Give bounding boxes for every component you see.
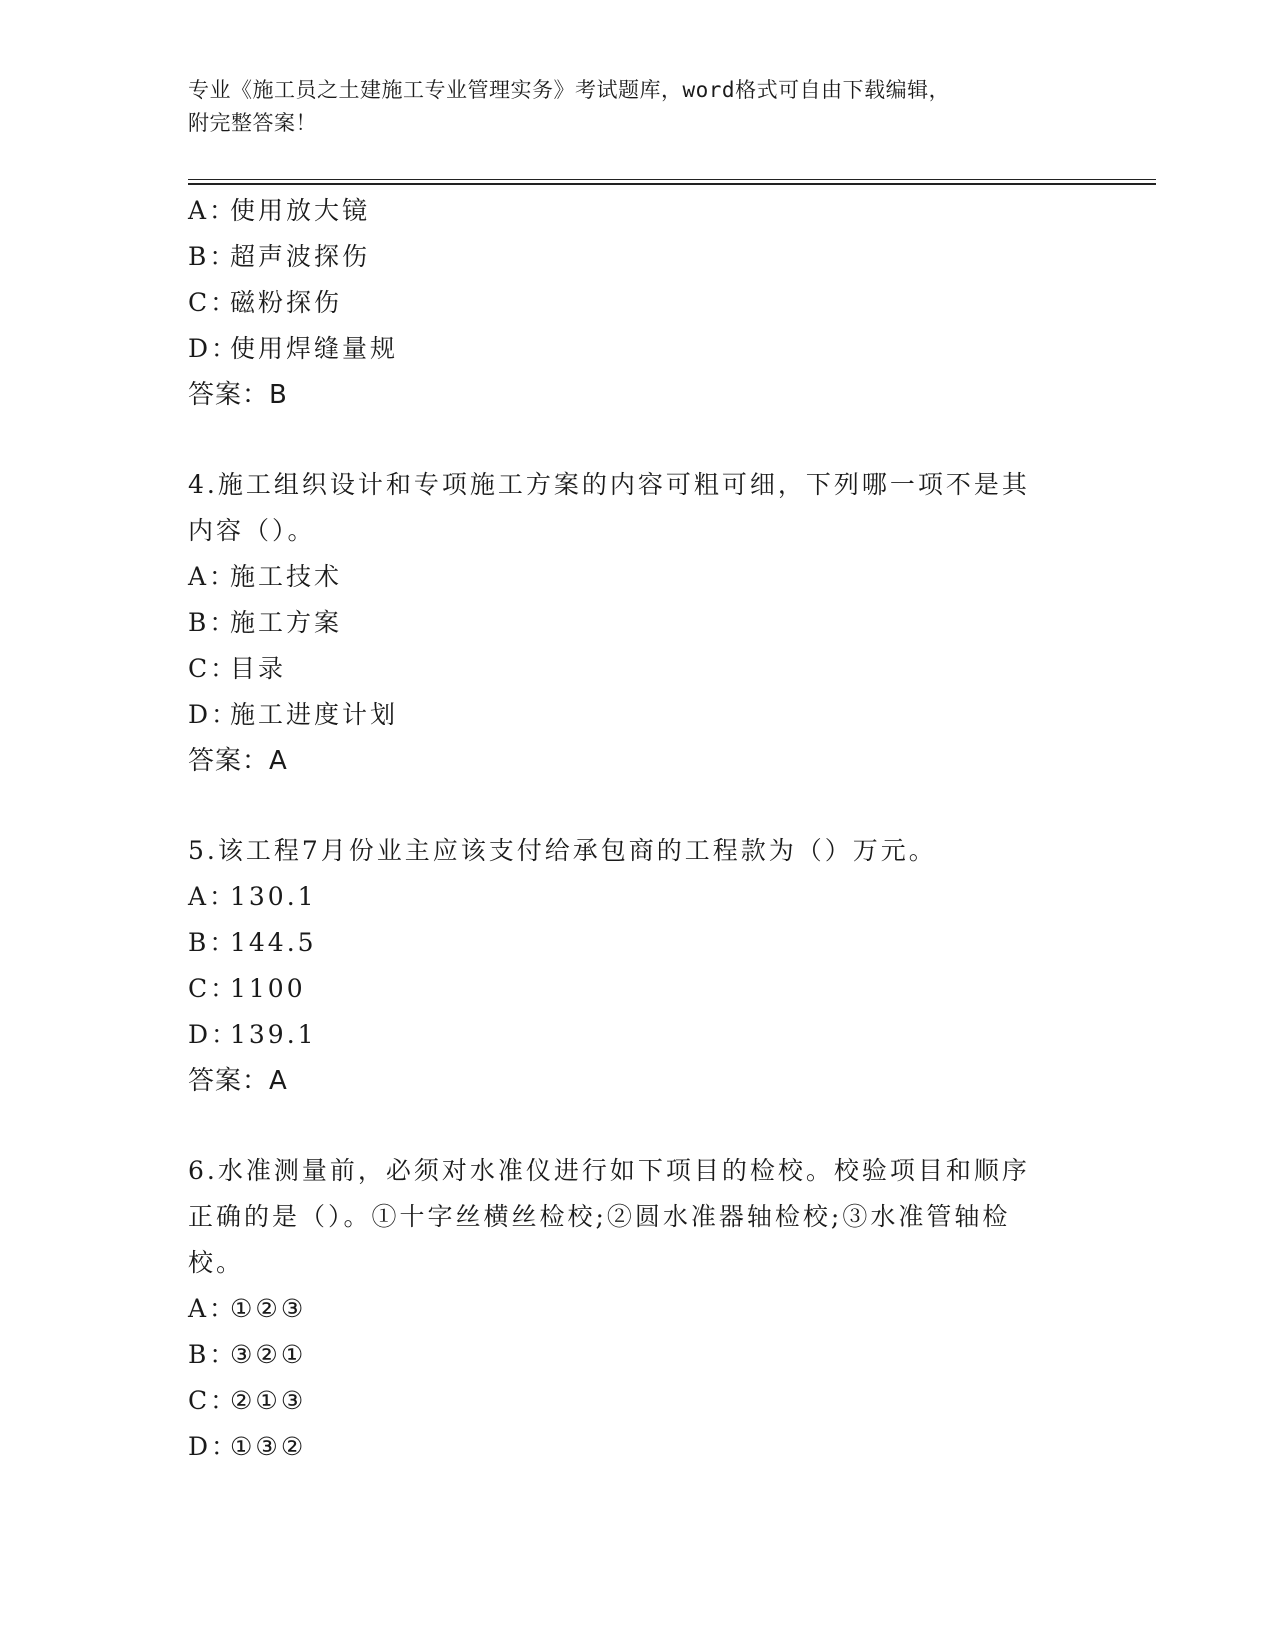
option-key: B： xyxy=(188,928,238,957)
question-3 xyxy=(188,188,1068,418)
question-stem-line: 内容（）。 xyxy=(188,516,316,545)
option-key: A： xyxy=(188,562,238,591)
option-key: D： xyxy=(188,700,240,729)
option-b xyxy=(188,1332,1068,1378)
option-a xyxy=(188,1286,1068,1332)
option-text: 目录 xyxy=(230,654,287,683)
option-c xyxy=(188,1378,1068,1424)
option-d xyxy=(188,326,1068,372)
option-key: B： xyxy=(188,608,238,637)
option-text: 施工技术 xyxy=(230,562,343,591)
question-4 xyxy=(188,462,1068,784)
option-a xyxy=(188,874,1068,920)
option-key: C： xyxy=(188,1386,239,1415)
option-b xyxy=(188,920,1068,966)
option-d xyxy=(188,1424,1068,1470)
question-content xyxy=(188,188,1068,1470)
option-text: 1100 xyxy=(230,974,306,1003)
option-b xyxy=(188,234,1068,280)
option-text: 超声波探伤 xyxy=(230,242,371,271)
answer-line: 答案：A xyxy=(188,1066,288,1096)
option-text: ③②① xyxy=(230,1340,307,1369)
option-key: C： xyxy=(188,974,239,1003)
option-key: C： xyxy=(188,288,239,317)
header-divider-thin xyxy=(188,179,1156,180)
option-text: ①②③ xyxy=(230,1294,307,1323)
question-stem-line: 校。 xyxy=(188,1248,245,1277)
option-text: ②①③ xyxy=(230,1386,307,1415)
option-text: 磁粉探伤 xyxy=(230,288,343,317)
question-stem-line: 4.施工组织设计和专项施工方案的内容可粗可细，下列哪一项不是其 xyxy=(188,470,1030,499)
option-key: C： xyxy=(188,654,239,683)
option-key: B： xyxy=(188,242,238,271)
option-b xyxy=(188,600,1068,646)
answer-line: 答案：B xyxy=(188,380,288,410)
header-divider-thick xyxy=(188,183,1156,185)
option-text: ①③② xyxy=(230,1432,307,1461)
header-line-1: 专业《施工员之土建施工专业管理实务》考试题库，word格式可自由下载编辑， xyxy=(188,78,951,102)
option-key: A： xyxy=(188,196,238,225)
option-key: A： xyxy=(188,1294,238,1323)
option-text: 施工方案 xyxy=(230,608,343,637)
question-stem-line: 正确的是（）。①十字丝横丝检校;②圆水准器轴检校;③水准管轴检 xyxy=(188,1202,1011,1231)
option-key: A： xyxy=(188,882,238,911)
option-key: D： xyxy=(188,1020,240,1049)
document-header xyxy=(188,74,1068,140)
option-a xyxy=(188,188,1068,234)
option-text: 139.1 xyxy=(230,1020,317,1049)
option-text: 130.1 xyxy=(230,882,317,911)
option-text: 使用放大镜 xyxy=(230,196,371,225)
question-stem-line: 6.水准测量前，必须对水准仪进行如下项目的检校。校验项目和顺序 xyxy=(188,1156,1030,1185)
option-c xyxy=(188,966,1068,1012)
option-text: 施工进度计划 xyxy=(230,700,399,729)
option-c xyxy=(188,646,1068,692)
option-key: B： xyxy=(188,1340,238,1369)
question-5 xyxy=(188,828,1068,1104)
option-d xyxy=(188,1012,1068,1058)
question-stem-line: 5.该工程7月份业主应该支付给承包商的工程款为（）万元。 xyxy=(188,836,937,865)
option-text: 使用焊缝量规 xyxy=(230,334,399,363)
header-line-2: 附完整答案！ xyxy=(188,111,317,135)
answer-line: 答案：A xyxy=(188,746,288,776)
option-c xyxy=(188,280,1068,326)
option-key: D： xyxy=(188,1432,240,1461)
question-6 xyxy=(188,1148,1068,1470)
option-key: D： xyxy=(188,334,240,363)
option-text: 144.5 xyxy=(230,928,317,957)
option-a xyxy=(188,554,1068,600)
option-d xyxy=(188,692,1068,738)
